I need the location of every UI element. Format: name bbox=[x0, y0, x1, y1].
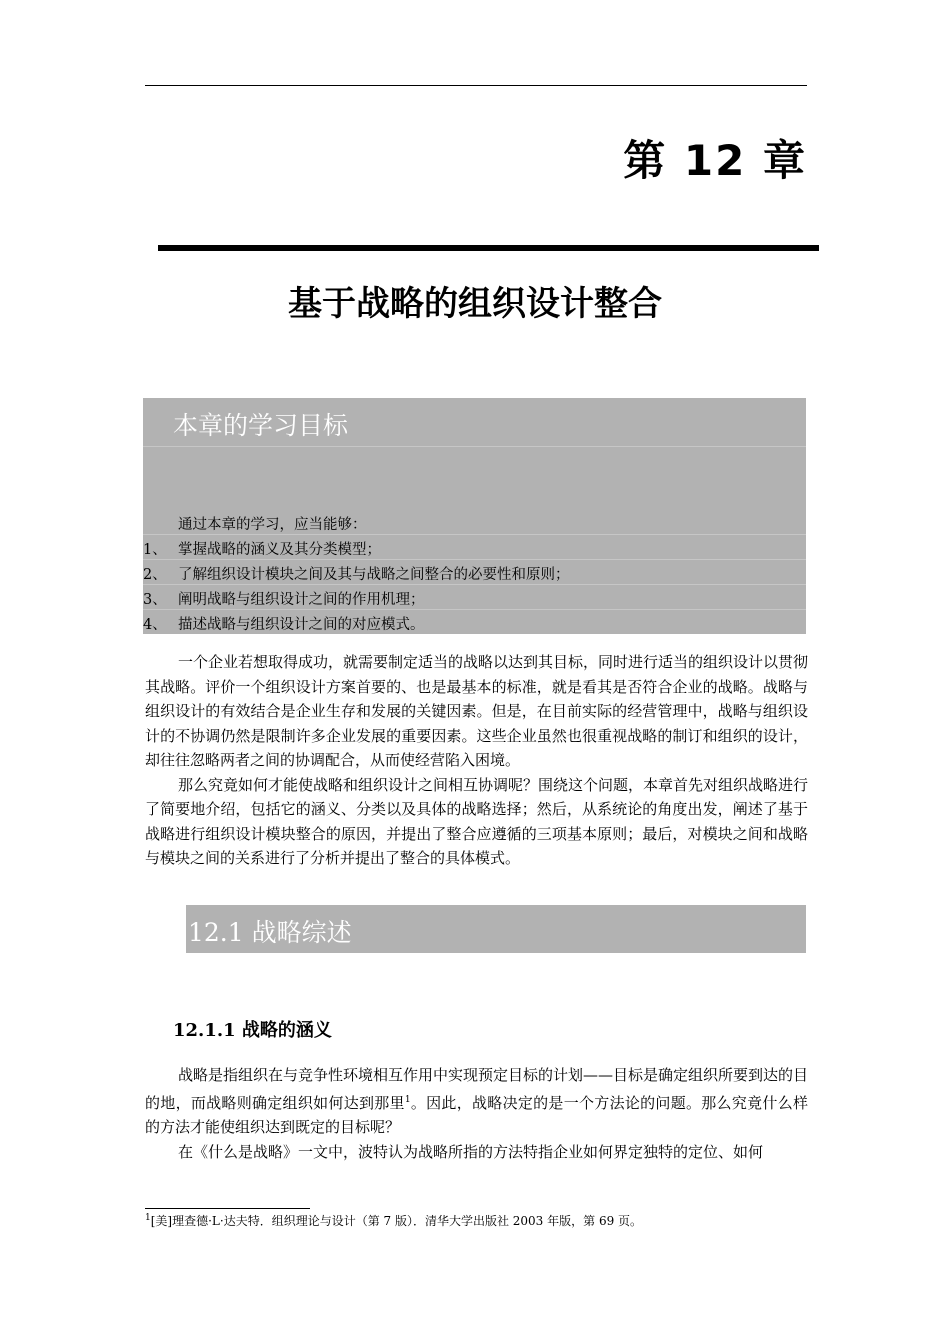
divider bbox=[143, 446, 806, 447]
chapter-title: 基于战略的组织设计整合 bbox=[288, 284, 662, 324]
objectives-heading: 本章的学习目标 bbox=[173, 411, 349, 440]
divider bbox=[143, 559, 806, 560]
paragraph bbox=[145, 1063, 808, 1140]
objective-item bbox=[143, 538, 381, 559]
divider bbox=[143, 534, 806, 535]
objective-item bbox=[143, 613, 425, 634]
footnote-text: [美]理查德·L·达夫特．组织理论与设计（第 7 版）．清华大学出版社 2003 年版，第 69 页。 bbox=[150, 1214, 643, 1228]
learning-objectives-box bbox=[143, 398, 806, 634]
divider bbox=[143, 609, 806, 610]
divider bbox=[143, 584, 806, 585]
objective-number: 4、 bbox=[143, 617, 167, 633]
paragraph: 一个企业若想取得成功，就需要制定适当的战略以达到其目标，同时进行适当的组织设计以贯彻其战略。评价一个组织设计方案首要的、也是最基本的标准，就是看其是否符合企业的战略。战略与组织设计的有效结合是企业生存和发展的关键因素。但是，在目前实际的经营管理中，战略与组织设计的不协调仍然是限制许多企业发展的重要因素。这些企业虽然也很重视战略的制订和组织的设计，却往往忽略两者之间的协调配合，从而使经营陷入困境。 bbox=[145, 653, 809, 769]
section-heading-box bbox=[186, 905, 806, 953]
objective-number: 1、 bbox=[143, 542, 167, 558]
objective-text: 掌握战略的涵义及其分类模型； bbox=[178, 542, 381, 558]
footnote-marker: 1 bbox=[145, 1213, 151, 1223]
section-body bbox=[145, 1063, 808, 1164]
footnote bbox=[145, 1212, 642, 1229]
objective-text: 阐明战略与组织设计之间的作用机理； bbox=[178, 592, 425, 608]
objective-number: 3、 bbox=[143, 592, 167, 608]
objective-item bbox=[143, 588, 425, 609]
subsection-title: 12.1.1 战略的涵义 bbox=[173, 1020, 332, 1041]
chapter-introduction bbox=[145, 650, 808, 871]
objective-text: 描述战略与组织设计之间的对应模式。 bbox=[178, 617, 425, 633]
header-rule bbox=[145, 85, 807, 86]
objectives-intro: 通过本章的学习，应当能够： bbox=[178, 517, 367, 533]
paragraph-text: 。因此，战略决定的是一个方法论的问题。那么究竟什么样的方法才能使组织达到既定的目标呢？ bbox=[145, 1093, 808, 1136]
paragraph: 那么究竟如何才能使战略和组织设计之间相互协调呢？围绕这个问题，本章首先对组织战略进行了简要地介绍，包括它的涵义、分类以及具体的战略选择；然后，从系统论的角度出发，阐述了基于战略进行组织设计模块整合的原因，并提出了整合应遵循的三项基本原则；最后，对模块之间和战略与模块之间的关系进行了分析并提出了整合的具体模式。 bbox=[145, 775, 809, 867]
title-rule bbox=[158, 245, 819, 251]
objective-item bbox=[143, 563, 570, 584]
objective-text: 了解组织设计模块之间及其与战略之间整合的必要性和原则； bbox=[178, 567, 570, 583]
chapter-number: 第 12 章 bbox=[623, 136, 807, 185]
paragraph-text: 战略是指组织在与竞争性环境相互作用中实现预定目标的计划——目标是确定组织所要到达的目的地，而战略则确定组织如何达到那里 bbox=[145, 1066, 809, 1112]
footnote-ref[interactable]: 1 bbox=[404, 1094, 411, 1105]
footnote-rule bbox=[145, 1208, 310, 1209]
paragraph: 在《什么是战略》一文中，波特认为战略所指的方法特指企业如何界定独特的定位、如何 bbox=[178, 1142, 764, 1161]
section-title: 12.1 战略综述 bbox=[188, 918, 352, 947]
objective-number: 2、 bbox=[143, 567, 167, 583]
